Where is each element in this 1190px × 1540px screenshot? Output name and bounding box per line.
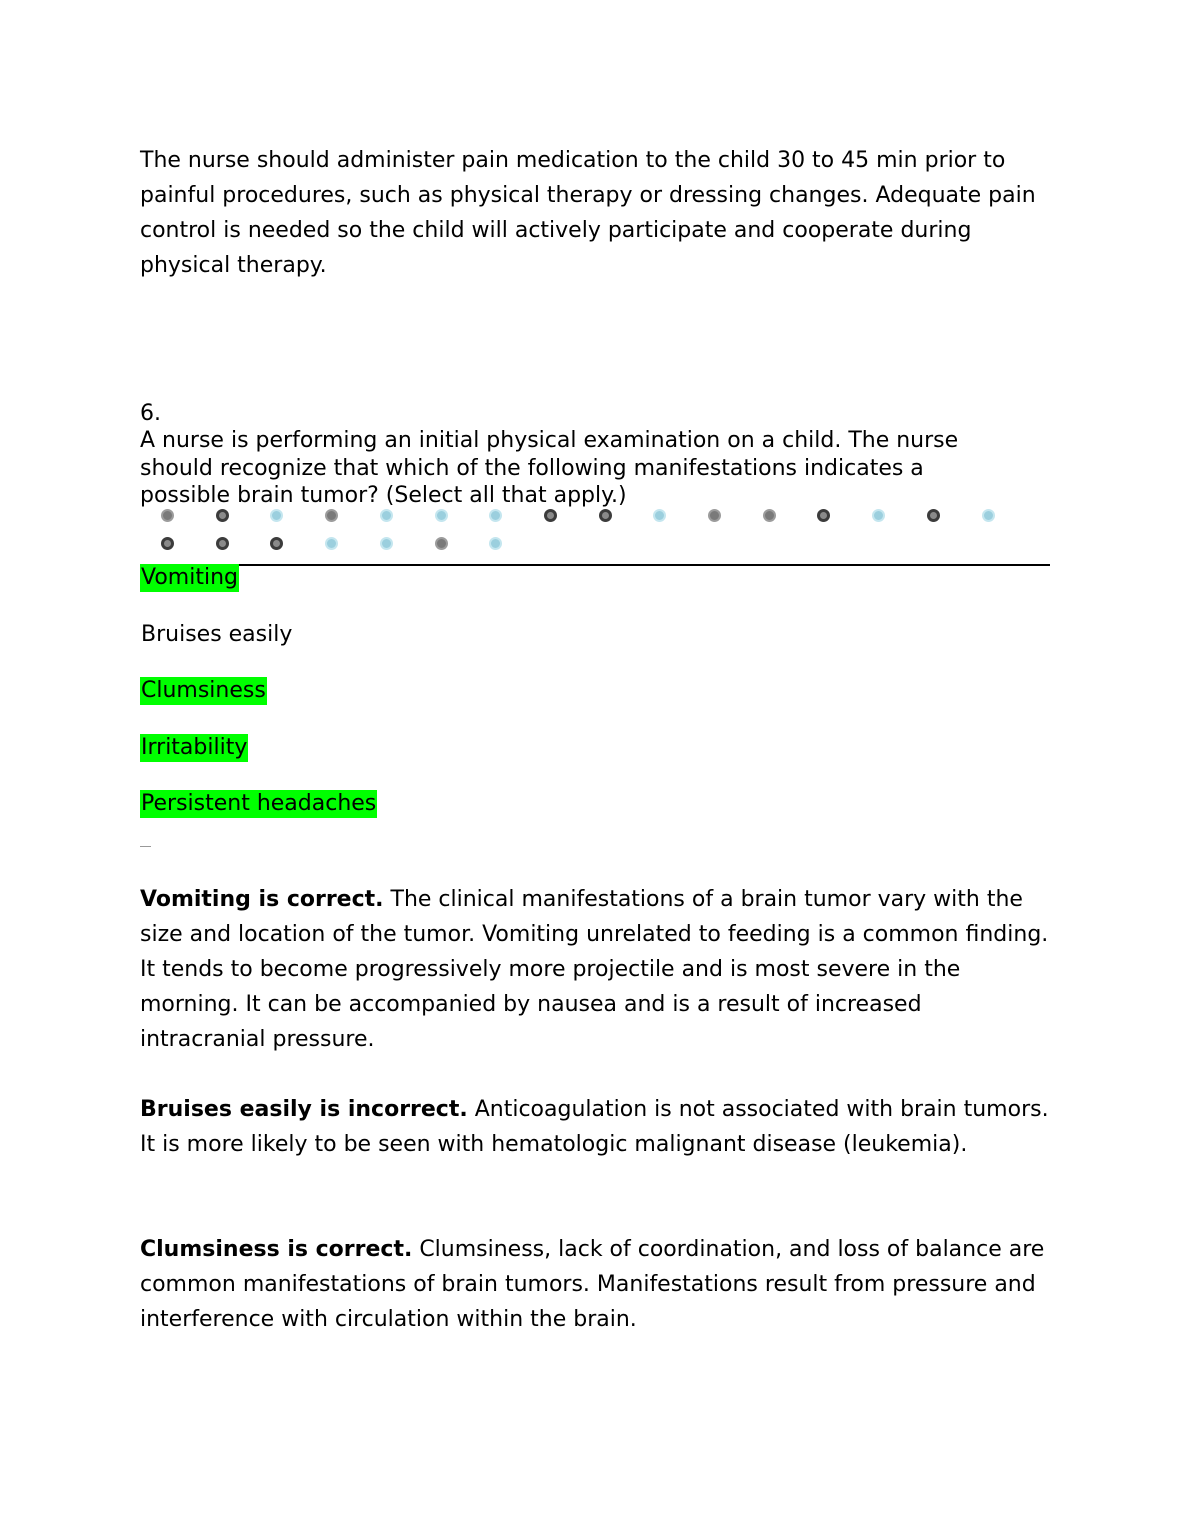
decorative-dot-icon <box>161 509 174 522</box>
answer-option-vomiting[interactable]: Vomiting <box>141 565 238 590</box>
decorative-dot-icon <box>599 509 612 522</box>
decorative-dot-icon <box>927 509 940 522</box>
rationale-text: Anticoagulation is not associated with brain tumors. It is more likely to be seen with hematologic malignant disease (leukemia). <box>140 1097 1049 1157</box>
decorative-dot-icon <box>489 537 502 550</box>
decorative-dot-icon <box>544 509 557 522</box>
decorative-dot-icon <box>872 509 885 522</box>
decorative-dot-icon <box>763 509 776 522</box>
decorative-dot-icon <box>817 509 830 522</box>
rationale-lead: Clumsiness is correct. <box>140 1237 413 1262</box>
rationale-lead: Bruises easily is incorrect. <box>140 1097 468 1122</box>
rationale-bruises-easily <box>140 1092 1050 1162</box>
decorative-dot-icon <box>325 509 338 522</box>
decorative-dot-icon <box>216 537 229 550</box>
decorative-dot-icon <box>161 537 174 550</box>
intro-paragraph: The nurse should administer pain medication to the child 30 to 45 min prior to painful procedures, such as physical therapy or dressing changes. Adequate pain control is needed so the child will actively participate and cooperate during physical therapy. <box>140 148 1036 278</box>
divider-line <box>140 564 1050 566</box>
decorative-dot-icon <box>982 509 995 522</box>
separator-mark <box>140 846 151 847</box>
decorative-dot-icon <box>270 537 283 550</box>
answer-option-persistent-headaches[interactable]: Persistent headaches <box>141 791 377 816</box>
decorative-dot-icon <box>216 509 229 522</box>
rationale-text: The clinical manifestations of a brain tumor vary with the size and location of the tumor. Vomiting unrelated to feeding is a common finding. It tends to become progressively more projectile and is most severe in the morning. It can be accompanied by nausea and is a result of increased intracranial pressure. <box>140 887 1049 1052</box>
decorative-dot-icon <box>653 509 666 522</box>
decorative-dot-icon <box>708 509 721 522</box>
question-number: 6. <box>140 401 161 426</box>
dot-row-2 <box>140 536 1050 552</box>
decorative-dot-icon <box>435 509 448 522</box>
answer-option-bruises-easily[interactable]: Bruises easily <box>141 622 293 647</box>
decorative-dot-icon <box>380 509 393 522</box>
rationale-text: Clumsiness, lack of coordination, and loss of balance are common manifestations of brain tumors. Manifestations result from pressure and interference with circulation within the brain. <box>140 1237 1045 1332</box>
rationale-clumsiness <box>140 1232 1050 1337</box>
rationale-vomiting <box>140 882 1050 1057</box>
decorative-dot-icon <box>270 509 283 522</box>
answer-option-irritability[interactable]: Irritability <box>141 735 248 760</box>
answer-option-clumsiness[interactable]: Clumsiness <box>141 678 266 703</box>
decorative-dot-icon <box>380 537 393 550</box>
rationale-lead: Vomiting is correct. <box>140 887 384 912</box>
dot-row-1 <box>140 508 1050 524</box>
decorative-dot-icon <box>325 537 338 550</box>
decorative-dot-icon <box>489 509 502 522</box>
question-stem: A nurse is performing an initial physical examination on a child. The nurse should recognize that which of the following manifestations indicates a possible brain tumor? (Select all that apply.) <box>140 428 959 508</box>
decorative-dot-icon <box>435 537 448 550</box>
